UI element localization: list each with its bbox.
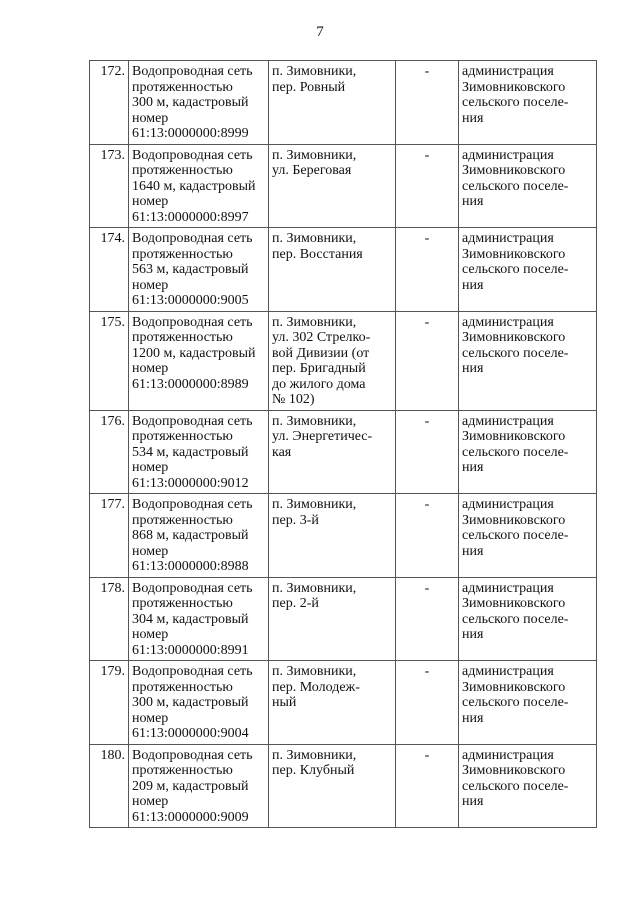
owner-line: Зимовниковского <box>462 246 566 262</box>
address-cell <box>269 228 396 312</box>
owner-line: администрация <box>462 147 554 163</box>
owner-line: ния <box>462 361 484 376</box>
object-name-line: номер <box>132 627 169 642</box>
object-name-line: номер <box>132 794 169 809</box>
owner-line: ния <box>462 110 484 126</box>
object-name-cell <box>129 410 269 494</box>
object-name-line: номер <box>132 361 169 376</box>
address-line: № 102) <box>272 392 315 407</box>
object-name-cell <box>129 661 269 745</box>
row-number-cell <box>90 61 129 145</box>
object-name-line: номер <box>132 543 169 559</box>
row-number-cell <box>90 228 129 312</box>
address-line: п. Зимовники, <box>272 413 357 429</box>
owner-line: сельского поселе- <box>462 178 569 194</box>
address-line: ул. Энергетичес- <box>272 429 373 444</box>
owner-line: Зимовниковского <box>462 330 566 345</box>
address-line: пер. Молодеж- <box>272 679 360 695</box>
object-name-line: 300 м, кадастровый <box>132 695 249 710</box>
owner-line: сельского поселе- <box>462 95 569 110</box>
owner-line: ния <box>462 794 484 809</box>
owner-line: сельского поселе- <box>462 262 569 277</box>
object-name-line: 61:13:0000000:9005 <box>132 293 249 308</box>
object-name-line: 1200 м, кадастровый <box>132 345 256 361</box>
object-name-line: 61:13:0000000:8999 <box>132 126 249 141</box>
object-name-line: 61:13:0000000:9004 <box>132 726 249 741</box>
address-line: пер. Ровный <box>272 79 346 95</box>
address-line: п. Зимовники, <box>272 64 357 79</box>
object-name-line: Водопроводная сеть <box>132 231 253 246</box>
table-row <box>90 744 597 828</box>
address-line: вой Дивизии (от <box>272 345 370 361</box>
owner-cell <box>459 61 597 145</box>
table-row <box>90 661 597 745</box>
owner-line: администрация <box>462 231 554 246</box>
row-number: 175. <box>100 314 125 330</box>
object-name-line: протяженностью <box>132 330 233 345</box>
object-name-line: 61:13:0000000:8991 <box>132 642 249 658</box>
page-number: 7 <box>316 24 324 40</box>
row-number: 173. <box>100 147 125 163</box>
owner-line: администрация <box>462 413 554 429</box>
dash-mark: - <box>424 664 430 679</box>
row-number-cell <box>90 494 129 578</box>
empty-value-cell <box>396 311 459 410</box>
row-number: 177. <box>100 497 125 512</box>
object-name-line: Водопроводная сеть <box>132 664 253 679</box>
table-row <box>90 61 597 145</box>
address-line: пер. Бригадный <box>272 361 366 376</box>
table-row <box>90 494 597 578</box>
owner-line: Зимовниковского <box>462 763 566 778</box>
address-line: п. Зимовники, <box>272 747 357 763</box>
object-name-line: номер <box>132 110 169 126</box>
dash-mark: - <box>424 747 430 763</box>
object-name-line: 1640 м, кадастровый <box>132 178 256 194</box>
table-row <box>90 311 597 410</box>
owner-line: сельского поселе- <box>462 528 569 543</box>
table-row <box>90 577 597 661</box>
owner-cell <box>459 144 597 228</box>
object-name-line: протяженностью <box>132 512 233 528</box>
owner-line: ния <box>462 277 484 293</box>
object-name-cell <box>129 577 269 661</box>
row-number-cell <box>90 144 129 228</box>
owner-cell <box>459 744 597 828</box>
empty-value-cell <box>396 410 459 494</box>
dash-mark: - <box>424 64 430 79</box>
table-row <box>90 410 597 494</box>
object-name-line: протяженностью <box>132 763 233 778</box>
address-cell <box>269 410 396 494</box>
object-name-cell <box>129 494 269 578</box>
owner-line: ния <box>462 194 484 209</box>
row-number-cell <box>90 744 129 828</box>
object-name-line: 563 м, кадастровый <box>132 262 249 277</box>
dash-mark: - <box>424 231 430 246</box>
object-name-line: Водопроводная сеть <box>132 747 253 763</box>
row-number: 180. <box>100 747 125 763</box>
object-name-line: 304 м, кадастровый <box>132 611 249 627</box>
row-number: 176. <box>100 413 125 429</box>
empty-value-cell <box>396 61 459 145</box>
address-line: п. Зимовники, <box>272 497 357 512</box>
row-number-cell <box>90 311 129 410</box>
owner-line: Зимовниковского <box>462 163 566 178</box>
object-name-line: протяженностью <box>132 79 233 95</box>
object-name-line: протяженностью <box>132 429 233 444</box>
owner-cell <box>459 311 597 410</box>
address-cell <box>269 494 396 578</box>
row-number-cell <box>90 410 129 494</box>
row-number: 178. <box>100 580 125 596</box>
object-name-line: протяженностью <box>132 679 233 695</box>
row-number: 172. <box>100 64 125 79</box>
owner-line: сельского поселе- <box>462 611 569 627</box>
owner-line: Зимовниковского <box>462 596 566 611</box>
object-name-line: 300 м, кадастровый <box>132 95 249 110</box>
owner-line: сельского поселе- <box>462 345 569 361</box>
owner-cell <box>459 494 597 578</box>
address-cell <box>269 577 396 661</box>
object-name-cell <box>129 228 269 312</box>
owner-line: администрация <box>462 314 554 330</box>
address-line: ул. 302 Стрелко- <box>272 330 371 345</box>
dash-mark: - <box>424 497 430 512</box>
object-name-line: 61:13:0000000:8989 <box>132 376 249 392</box>
empty-value-cell <box>396 494 459 578</box>
row-number-cell <box>90 661 129 745</box>
address-line: ный <box>272 695 297 710</box>
object-name-line: Водопроводная сеть <box>132 314 253 330</box>
row-number: 174. <box>100 231 125 246</box>
empty-value-cell <box>396 228 459 312</box>
address-line: пер. Восстания <box>272 246 363 262</box>
owner-line: ния <box>462 627 484 642</box>
owner-line: Зимовниковского <box>462 679 566 695</box>
dash-mark: - <box>424 314 430 330</box>
object-name-line: 61:13:0000000:9009 <box>132 809 249 825</box>
object-name-line: протяженностью <box>132 163 233 178</box>
owner-line: администрация <box>462 664 554 679</box>
empty-value-cell <box>396 661 459 745</box>
address-line: п. Зимовники, <box>272 314 357 330</box>
object-name-line: Водопроводная сеть <box>132 147 253 163</box>
object-name-cell <box>129 744 269 828</box>
empty-value-cell <box>396 577 459 661</box>
owner-line: Зимовниковского <box>462 429 566 444</box>
owner-cell <box>459 228 597 312</box>
object-name-line: 534 м, кадастровый <box>132 444 249 460</box>
owner-line: сельского поселе- <box>462 695 569 710</box>
owner-line: сельского поселе- <box>462 778 569 794</box>
object-name-cell <box>129 144 269 228</box>
owner-line: сельского поселе- <box>462 444 569 460</box>
owner-line: ния <box>462 543 484 559</box>
address-line: п. Зимовники, <box>272 580 357 596</box>
owner-cell <box>459 577 597 661</box>
owner-cell <box>459 410 597 494</box>
row-number: 179. <box>100 664 125 679</box>
object-name-line: номер <box>132 460 169 475</box>
object-name-cell <box>129 61 269 145</box>
table-row <box>90 228 597 312</box>
object-name-line: номер <box>132 277 169 293</box>
owner-line: администрация <box>462 580 554 596</box>
object-name-line: 61:13:0000000:9012 <box>132 475 249 491</box>
dash-mark: - <box>424 580 430 596</box>
object-name-line: 61:13:0000000:8988 <box>132 559 249 574</box>
address-cell <box>269 661 396 745</box>
address-line: п. Зимовники, <box>272 231 357 246</box>
dash-mark: - <box>424 147 430 163</box>
object-name-line: Водопроводная сеть <box>132 64 253 79</box>
address-line: п. Зимовники, <box>272 147 357 163</box>
table-row <box>90 144 597 228</box>
object-name-line: 868 м, кадастровый <box>132 528 249 543</box>
object-name-line: номер <box>132 710 169 726</box>
address-line: пер. 2-й <box>272 596 319 611</box>
owner-line: Зимовниковского <box>462 79 566 95</box>
object-name-line: 209 м, кадастровый <box>132 778 249 794</box>
object-name-line: протяженностью <box>132 246 233 262</box>
object-name-line: Водопроводная сеть <box>132 497 253 512</box>
address-cell <box>269 144 396 228</box>
object-name-line: Водопроводная сеть <box>132 580 253 596</box>
object-name-line: 61:13:0000000:8997 <box>132 209 249 225</box>
owner-line: Зимовниковского <box>462 512 566 528</box>
row-number-cell <box>90 577 129 661</box>
object-name-line: номер <box>132 194 169 209</box>
owner-cell <box>459 661 597 745</box>
registry-table-body <box>90 61 597 828</box>
address-cell <box>269 61 396 145</box>
owner-line: администрация <box>462 64 554 79</box>
dash-mark: - <box>424 413 430 429</box>
address-line: пер. Клубный <box>272 763 355 778</box>
empty-value-cell <box>396 144 459 228</box>
owner-line: ния <box>462 710 484 726</box>
address-line: п. Зимовники, <box>272 664 357 679</box>
address-cell <box>269 744 396 828</box>
object-name-line: Водопроводная сеть <box>132 413 253 429</box>
owner-line: ния <box>462 460 484 475</box>
owner-line: администрация <box>462 497 554 512</box>
address-line: до жилого дома <box>272 376 366 392</box>
address-line: ул. Береговая <box>272 163 352 178</box>
empty-value-cell <box>396 744 459 828</box>
address-cell <box>269 311 396 410</box>
object-name-line: протяженностью <box>132 596 233 611</box>
address-line: кая <box>272 444 292 460</box>
property-registry-table <box>89 60 597 828</box>
owner-line: администрация <box>462 747 554 763</box>
address-line: пер. 3-й <box>272 512 319 528</box>
object-name-cell <box>129 311 269 410</box>
